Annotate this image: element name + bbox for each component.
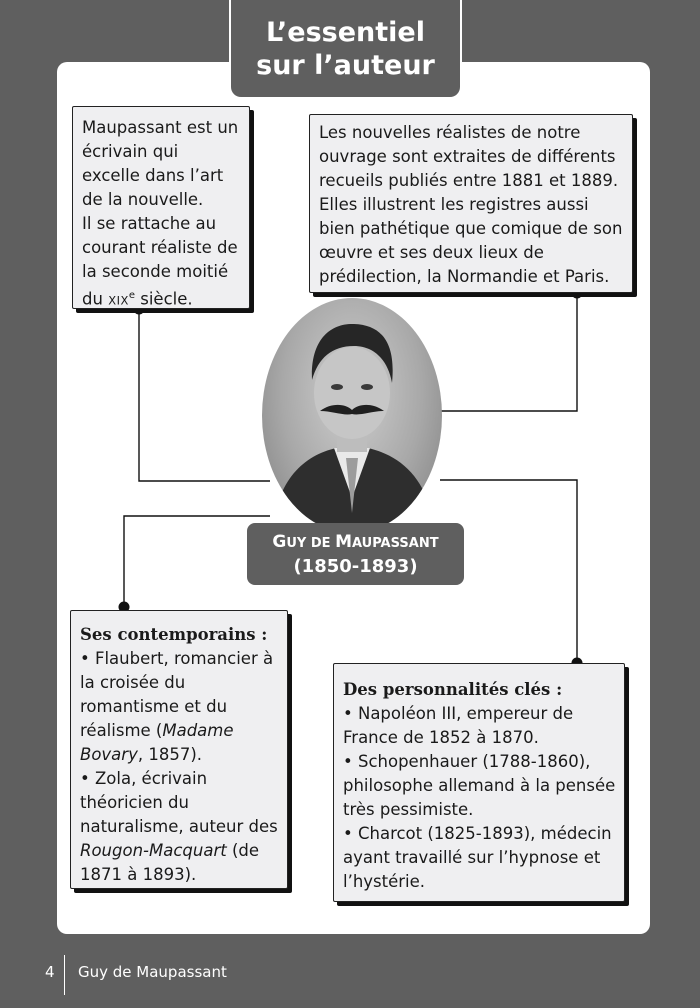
author-name: GUY DE MAUPASSANT [272,532,439,552]
page-number: 4 [45,963,55,981]
works-box [309,114,633,293]
author-text-1: Maupassant est un écrivain qui excelle dans l’art de la nouvelle. [82,118,239,209]
personalities-item-schopenhauer: • Schopenhauer (1788-1860), philosophe allemand à la pensée très pessimiste. [343,752,616,819]
author-box [72,106,250,309]
contemporaries-item-flaubert: • Flaubert, romancier à la croisée du romantisme et du réalisme (Madame Bovary, 1857). [80,649,274,764]
author-name-badge [247,523,464,585]
contemporaries-heading: Ses contemporains : [80,625,268,644]
author-dates: (1850-1893) [293,556,418,577]
footer-divider [64,955,65,995]
works-text: Les nouvelles réalistes de notre ouvrage sont extraites de différents recueils publiés entre 1881 et 1889. Elles illustrent les registres aussi bien pathétique que comique de son œuvre et ses deux lieux de prédilection, la Normandie et Paris. [319,123,623,286]
connector-author [139,309,270,481]
connector-works [440,293,577,411]
personalities-item-napoleon: • Napoléon III, empereur de France de 1852 à 1870. [343,704,574,747]
contemporaries-item-zola: • Zola, écrivain théoricien du naturalisme, auteur des Rougon-Macquart (de 1871 à 1893). [80,769,278,884]
page-footer [0,955,700,995]
author-portrait [262,298,442,533]
personalities-box [333,663,625,902]
title-line-1: L’essentiel [266,17,425,48]
footer-label: Guy de Maupassant [78,963,227,981]
title-line-2: sur l’auteur [256,50,435,81]
contemporaries-box [70,610,288,889]
personalities-item-charcot: • Charcot (1825-1893), médecin ayant travaillé sur l’hypnose et l’hystérie. [343,824,612,891]
personalities-heading: Des personnalités clés : [343,680,563,699]
portrait-image [262,298,442,533]
author-text-2: Il se rattache au courant réaliste de la seconde moitié du XIXe siècle. [82,214,238,309]
